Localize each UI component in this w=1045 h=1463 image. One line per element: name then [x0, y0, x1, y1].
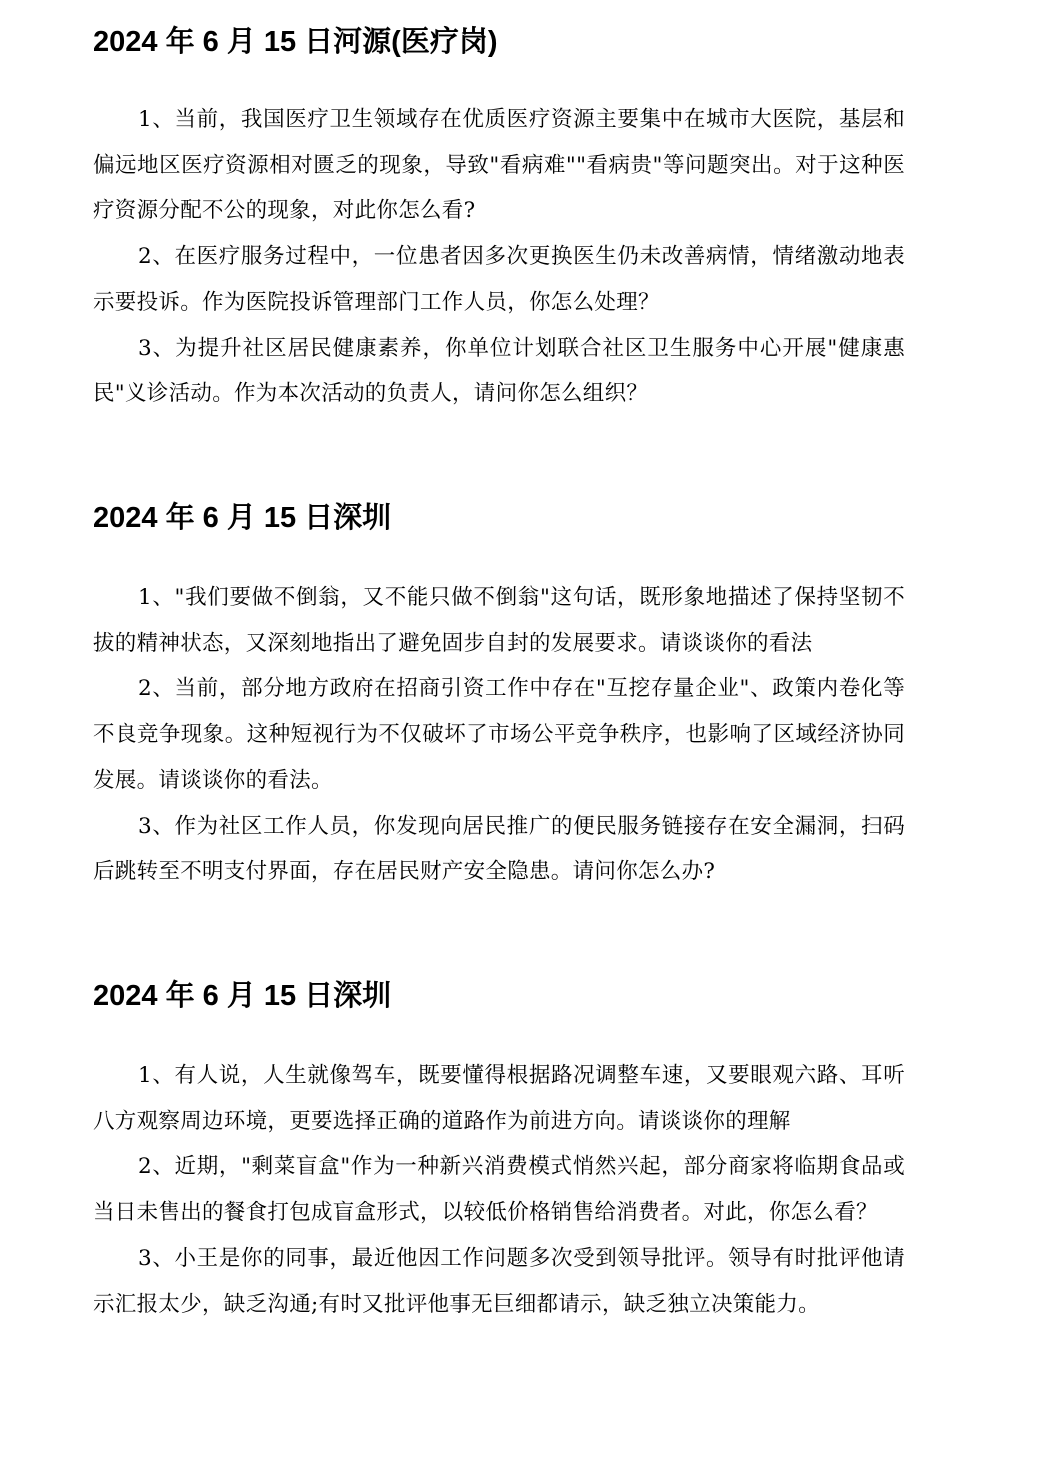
- question-item: 3、小王是你的同事，最近他因工作问题多次受到领导批评。领导有时批评他请示汇报太少，缺乏沟通;有时又批评他事无巨细都请示，缺乏独立决策能力。: [93, 1245, 905, 1317]
- section-title-shenzhen-1: 2024 年 6 月 15 日深圳: [93, 502, 392, 534]
- question-list: [93, 575, 905, 895]
- section-title-shenzhen-2: 2024 年 6 月 15 日深圳: [93, 980, 392, 1012]
- question-item: 2、在医疗服务过程中，一位患者因多次更换医生仍未改善病情，情绪激动地表示要投诉。作为医院投诉管理部门工作人员，你怎么处理？: [93, 244, 905, 315]
- question-list: [93, 97, 905, 417]
- question-list: [93, 1053, 905, 1327]
- question-item: 2、近期，"剩菜盲盒"作为一种新兴消费模式悄然兴起，部分商家将临期食品或当日未售出的餐食打包成盲盒形式，以较低价格销售给消费者。对此，你怎么看？: [93, 1154, 905, 1226]
- question-item: 1、当前，我国医疗卫生领域存在优质医疗资源主要集中在城市大医院，基层和偏远地区医疗资源相对匮乏的现象，导致"看病难""看病贵"等问题突出。对于这种医疗资源分配不公的现象，对此你怎么看?: [93, 107, 905, 224]
- question-item: 1、"我们要做不倒翁，又不能只做不倒翁"这句话，既形象地描述了保持坚韧不拔的精神状态，又深刻地指出了避免固步自封的发展要求。请谈谈你的看法: [93, 585, 905, 656]
- question-item: 3、为提升社区居民健康素养，你单位计划联合社区卫生服务中心开展"健康惠民"义诊活动。作为本次活动的负责人，请问你怎么组织？: [93, 335, 905, 407]
- section-title-heyuan-medical: 2024 年 6 月 15 日河源(医疗岗): [93, 26, 498, 58]
- question-item: 2、当前，部分地方政府在招商引资工作中存在"互挖存量企业"、政策内卷化等不良竞争现象。这种短视行为不仅破坏了市场公平竞争秩序，也影响了区域经济协同发展。请谈谈你的看法。: [93, 676, 905, 793]
- question-item: 3、作为社区工作人员，你发现向居民推广的便民服务链接存在安全漏洞，扫码后跳转至不明支付界面，存在居民财产安全隐患。请问你怎么办?: [93, 813, 905, 885]
- question-item: 1、有人说，人生就像驾车，既要懂得根据路况调整车速，又要眼观六路、耳听八方观察周边环境，更要选择正确的道路作为前进方向。请谈谈你的理解: [93, 1063, 905, 1134]
